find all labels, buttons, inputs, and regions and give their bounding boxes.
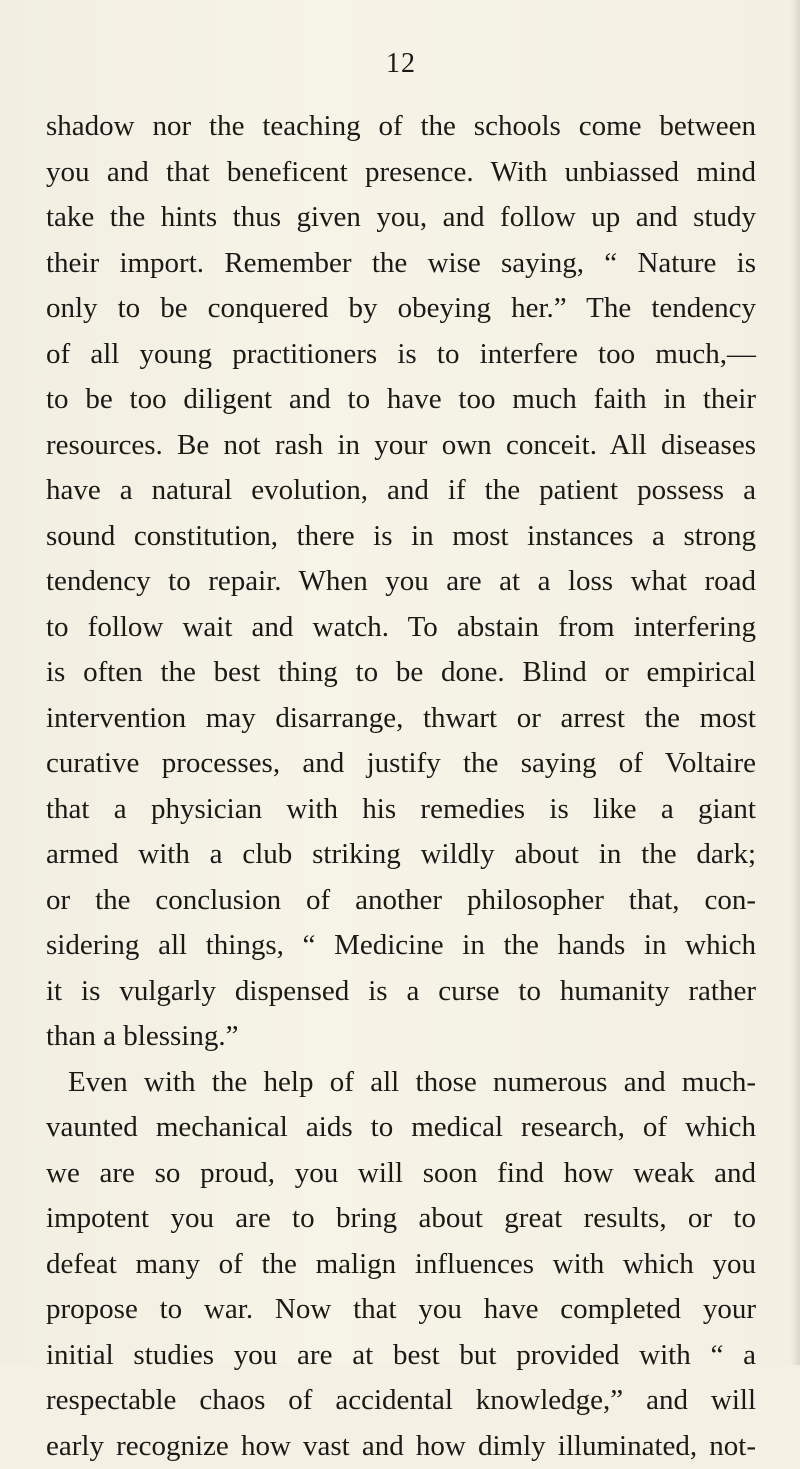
body-text xyxy=(46,104,756,1469)
page-edge-shadow xyxy=(790,0,800,1365)
text-line: sound constitution, there is in most instances a strong xyxy=(46,514,756,560)
text-line: respectable chaos of accidental knowledge,” and will xyxy=(46,1378,756,1424)
text-line: intervention may disarrange, thwart or arrest the most xyxy=(46,696,756,742)
text-line: to follow wait and watch. To abstain from interfering xyxy=(46,605,756,651)
text-line: or the conclusion of another philosopher that, con- xyxy=(46,878,756,924)
text-line: that a physician with his remedies is like a giant xyxy=(46,787,756,833)
text-line: initial studies you are at best but provided with “ a xyxy=(46,1333,756,1379)
text-line: shadow nor the teaching of the schools come between xyxy=(46,104,756,150)
paragraph-end-line: than a blessing.” xyxy=(46,1014,756,1060)
text-line: vaunted mechanical aids to medical research, of which xyxy=(46,1105,756,1151)
text-line: impotent you are to bring about great results, or to xyxy=(46,1196,756,1242)
text-line: is often the best thing to be done. Blind or empirical xyxy=(46,650,756,696)
text-line: resources. Be not rash in your own conceit. All diseases xyxy=(46,423,756,469)
text-line: to be too diligent and to have too much faith in their xyxy=(46,377,756,423)
text-line: of all young practitioners is to interfere too much,— xyxy=(46,332,756,378)
text-line: armed with a club striking wildly about in the dark; xyxy=(46,832,756,878)
text-line: only to be conquered by obeying her.” The tendency xyxy=(46,286,756,332)
text-line: propose to war. Now that you have completed your xyxy=(46,1287,756,1333)
paragraph-start-line: Even with the help of all those numerous and much- xyxy=(46,1060,756,1106)
text-line: you and that beneficent presence. With unbiassed mind xyxy=(46,150,756,196)
page-number: 12 xyxy=(371,48,431,80)
text-line: sidering all things, “ Medicine in the hands in which xyxy=(46,923,756,969)
text-line: it is vulgarly dispensed is a curse to humanity rather xyxy=(46,969,756,1015)
text-line: tendency to repair. When you are at a loss what road xyxy=(46,559,756,605)
text-line: we are so proud, you will soon find how weak and xyxy=(46,1151,756,1197)
text-line: their import. Remember the wise saying, “ Nature is xyxy=(46,241,756,287)
text-line: take the hints thus given you, and follow up and study xyxy=(46,195,756,241)
text-line: have a natural evolution, and if the patient possess a xyxy=(46,468,756,514)
text-line: curative processes, and justify the saying of Voltaire xyxy=(46,741,756,787)
text-line: defeat many of the malign influences with which you xyxy=(46,1242,756,1288)
text-line: early recognize how vast and how dimly illuminated, not- xyxy=(46,1424,756,1469)
